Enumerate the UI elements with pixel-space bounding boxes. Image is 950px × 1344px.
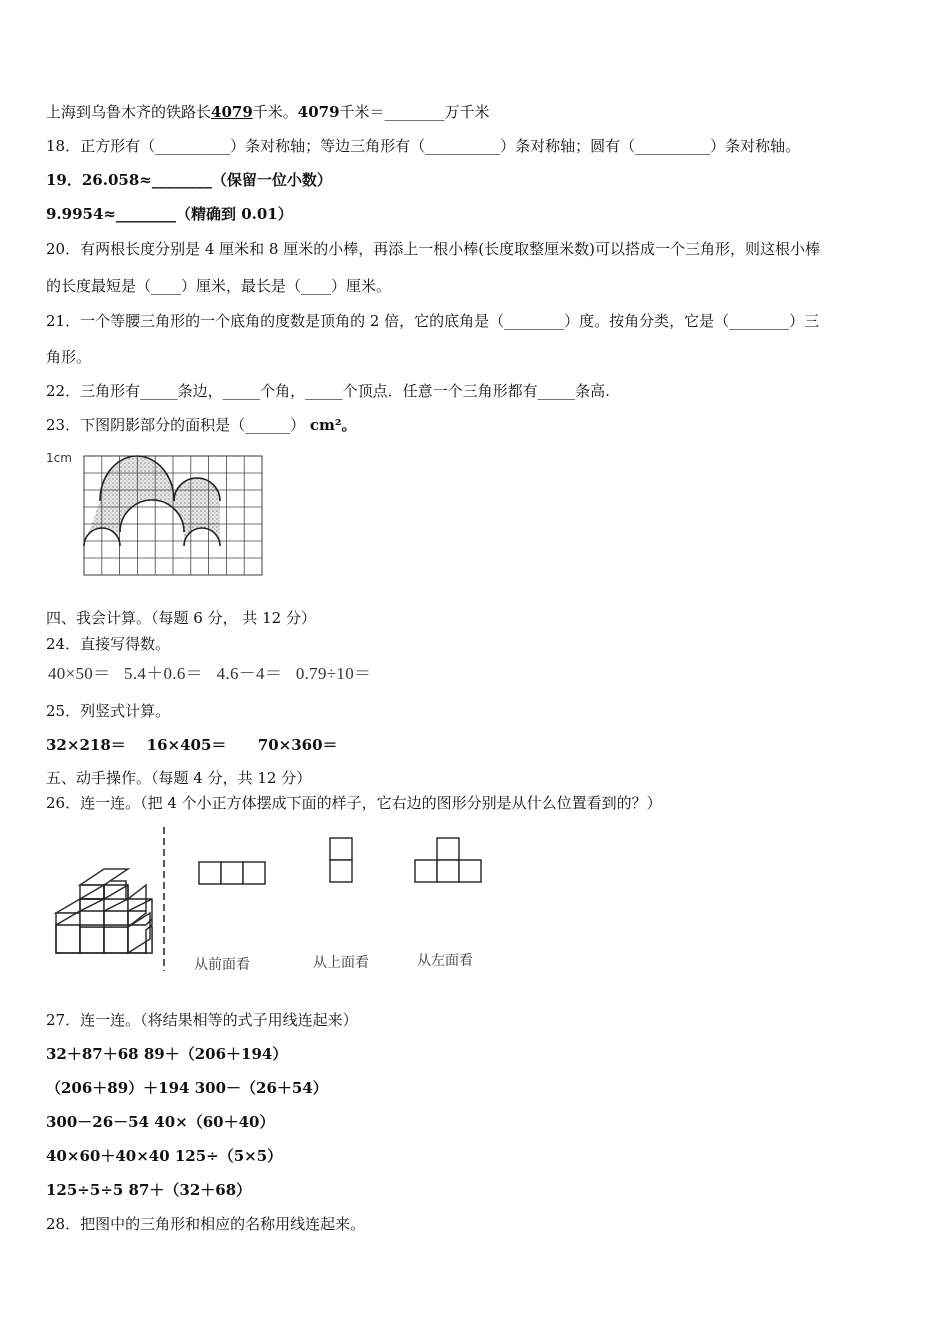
q26-title: 26．连一连。（把 4 个小正方体摆成下面的样子，它右边的图形分别是从什么位置看到的？）	[46, 794, 662, 812]
q24-expr: 5.4＋0.6＝	[124, 664, 203, 683]
q20-line-1: 20．有两根长度分别是 4 厘米和 8 厘米的小棒，再添上一根小棒(长度取整厘米数)可以搭成一个三角形，则这根小棒	[46, 240, 820, 258]
section-5-title: 五、动手操作。（每题 4 分，共 12 分）	[46, 769, 312, 787]
q26-figure	[46, 825, 506, 977]
q25-expr: 70×360＝	[257, 736, 338, 754]
q24-exprs	[48, 664, 371, 684]
q27-row: 125÷5÷5 87＋（32＋68）	[46, 1181, 252, 1199]
q27-row: （206＋89）＋194 300－（26＋54）	[46, 1079, 328, 1097]
section-4-title: 四、我会计算。（每题 6 分， 共 12 分）	[46, 609, 316, 627]
q23-shaded-region	[84, 456, 260, 574]
q23-unit: cm²。	[309, 416, 357, 434]
q25-expr: 16×405＝	[146, 736, 227, 754]
q26-view-top	[330, 838, 352, 882]
q23-text: 23．下图阴影部分的面积是（______）	[46, 416, 306, 434]
q25-title: 25．列竖式计算。	[46, 702, 171, 720]
q25-expr: 32×218＝	[46, 736, 126, 754]
q24-expr: 0.79÷10＝	[295, 664, 372, 683]
q28-title: 28．把图中的三角形和相应的名称用线连起来。	[46, 1215, 366, 1233]
q22-line: 22．三角形有_____条边，_____个角，_____个顶点．任意一个三角形都有_____条高.	[46, 382, 610, 400]
q20-line-2: 的长度最短是（____）厘米，最长是（____）厘米。	[46, 277, 392, 295]
q26-view-label-front: 从前面看	[194, 957, 250, 973]
q19-line-a: 19．26.058≈________（保留一位小数）	[46, 171, 332, 189]
q24-title: 24．直接写得数。	[46, 635, 171, 653]
q17-mid: 千米＝________万千米	[339, 103, 490, 121]
q17-num: 4079	[297, 103, 340, 121]
q27-row: 40×60＋40×40 125÷（5×5）	[46, 1147, 283, 1165]
q27-row: 300－26－54 40×（60＋40）	[46, 1113, 275, 1131]
q23-grid-figure	[44, 446, 269, 582]
q26-view-front	[199, 862, 265, 884]
q24-expr: 40×50＝	[48, 664, 111, 683]
q18-line: 18．正方形有（__________）条对称轴；等边三角形有（__________）条对称轴；圆有（__________）条对称轴。	[46, 137, 801, 155]
q17-suffix: 千米。	[252, 103, 298, 121]
q21-line-1: 21．一个等腰三角形的一个底角的度数是顶角的 2 倍，它的底角是（________）度。按角分类，它是（________）三	[46, 312, 820, 330]
q26-view-label-top: 从上面看	[313, 955, 369, 971]
q26-view-left	[415, 838, 481, 882]
q26-view-label-left: 从左面看	[417, 953, 473, 969]
q19-line-b: 9.9954≈________（精确到 0.01）	[46, 205, 293, 223]
q25-exprs	[46, 735, 338, 755]
q23-grid-label: 1cm	[46, 451, 72, 465]
q21-line-2: 角形。	[46, 348, 92, 366]
q27-title: 27．连一连。（将结果相等的式子用线连起来）	[46, 1011, 358, 1029]
q17-line	[46, 102, 490, 122]
q27-row: 32＋87＋68 89＋（206＋194）	[46, 1045, 288, 1063]
q23-line	[46, 415, 356, 435]
q24-expr: 4.6－4＝	[216, 664, 283, 683]
q17-prefix: 上海到乌鲁木齐的铁路长	[46, 103, 212, 121]
q17-value: 4079	[211, 103, 253, 121]
